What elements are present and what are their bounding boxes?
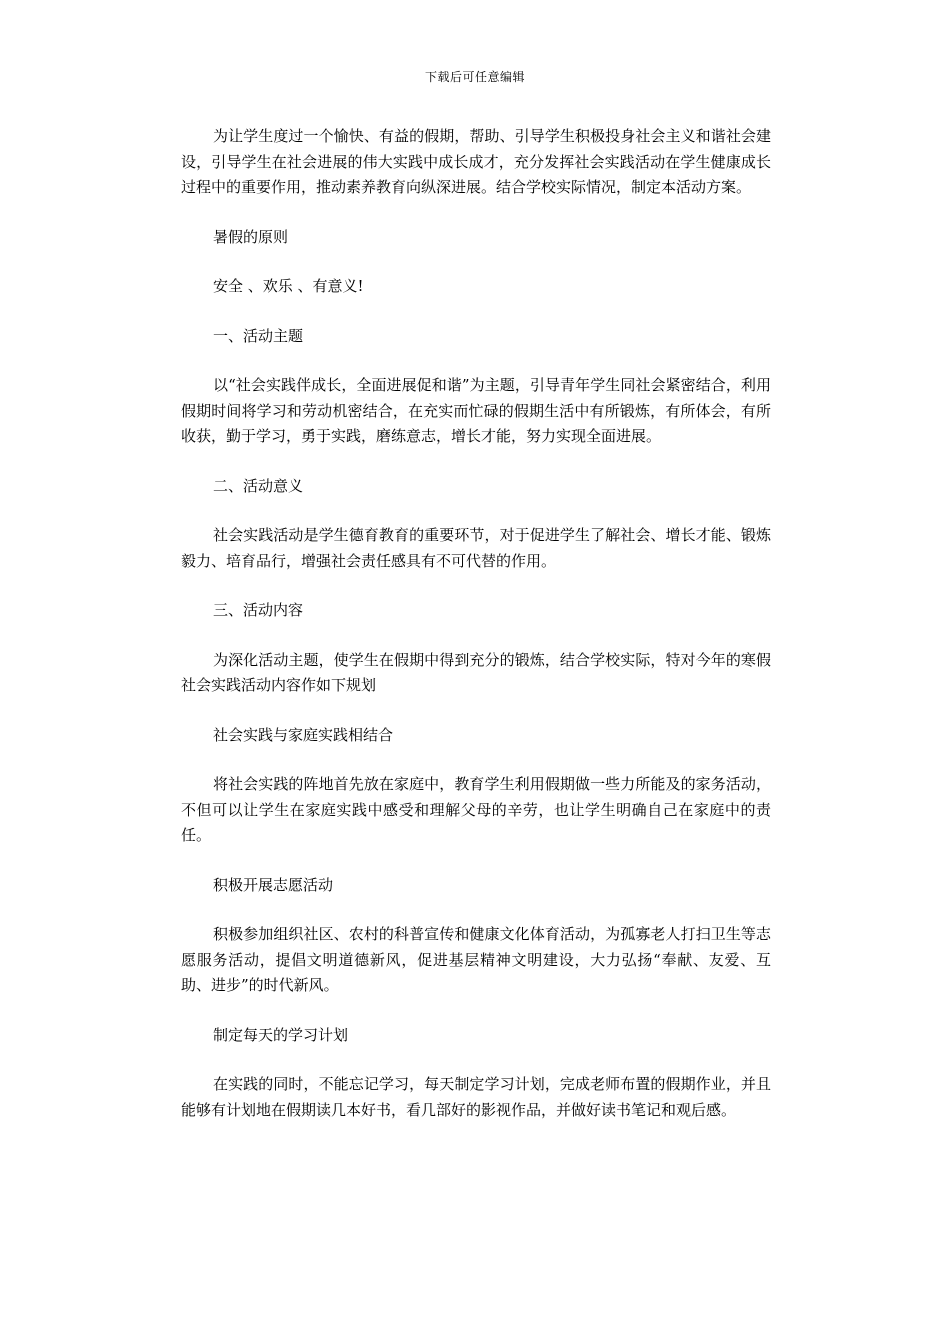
family-practice-paragraph: 将社会实践的阵地首先放在家庭中，教育学生利用假期做一些力所能及的家务活动，不但可以让学生在家庭实践中感受和理解父母的辛劳，也让学生明确自己在家庭中的责任。	[181, 775, 771, 844]
principle-text: 安全 、欢乐 、有意义!	[213, 277, 364, 295]
document-body	[181, 124, 771, 1147]
intro-paragraph: 为让学生度过一个愉快、有益的假期，帮助、引导学生积极投身社会主义和谐社会建设，引导学生在社会进展的伟大实践中成长成才，充分发挥社会实践活动在学生健康成长过程中的重要作用，推动素养教育向纵深进展。结合学校实际情况，制定本活动方案。	[181, 127, 771, 196]
principle-heading: 暑假的原则	[213, 227, 289, 246]
subheading-volunteer: 积极开展志愿活动	[213, 875, 334, 894]
subheading-study-plan: 制定每天的学习计划	[213, 1025, 349, 1044]
section-heading-theme: 一、活动主题	[213, 326, 304, 345]
volunteer-paragraph: 积极参加组织社区、农村的科普宣传和健康文化体育活动，为孤寡老人打扫卫生等志愿服务活动，提倡文明道德新风，促进基层精神文明建设，大力弘扬“奉献、友爱、互助、进步”的时代新风。	[181, 925, 771, 994]
section-heading-content: 三、活动内容	[213, 601, 304, 619]
study-plan-paragraph: 在实践的同时，不能忘记学习，每天制定学习计划，完成老师布置的假期作业，并且能够有计划地在假期读几本好书，看几部好的影视作品，并做好读书笔记和观后感。	[181, 1075, 771, 1119]
theme-paragraph: 以“社会实践伴成长，全面进展促和谐”为主题，引导青年学生同社会紧密结合，利用假期时间将学习和劳动机密结合，在充实而忙碌的假期生活中有所锻炼，有所体会，有所收获，勤于学习，勇于实践，磨练意志，增长才能，努力实现全面进展。	[181, 376, 771, 445]
header-note: 下载后可任意编辑	[424, 70, 525, 84]
section-heading-significance: 二、活动意义	[213, 476, 304, 495]
significance-paragraph: 社会实践活动是学生德育教育的重要环节，对于促进学生了解社会、增长才能、锻炼毅力、培育品行，增强社会责任感具有不可代替的作用。	[181, 526, 771, 570]
subheading-family-practice: 社会实践与家庭实践相结合	[213, 725, 394, 744]
content-paragraph: 为深化活动主题，使学生在假期中得到充分的锻炼，结合学校实际，特对今年的寒假社会实践活动内容作如下规划	[181, 650, 771, 694]
